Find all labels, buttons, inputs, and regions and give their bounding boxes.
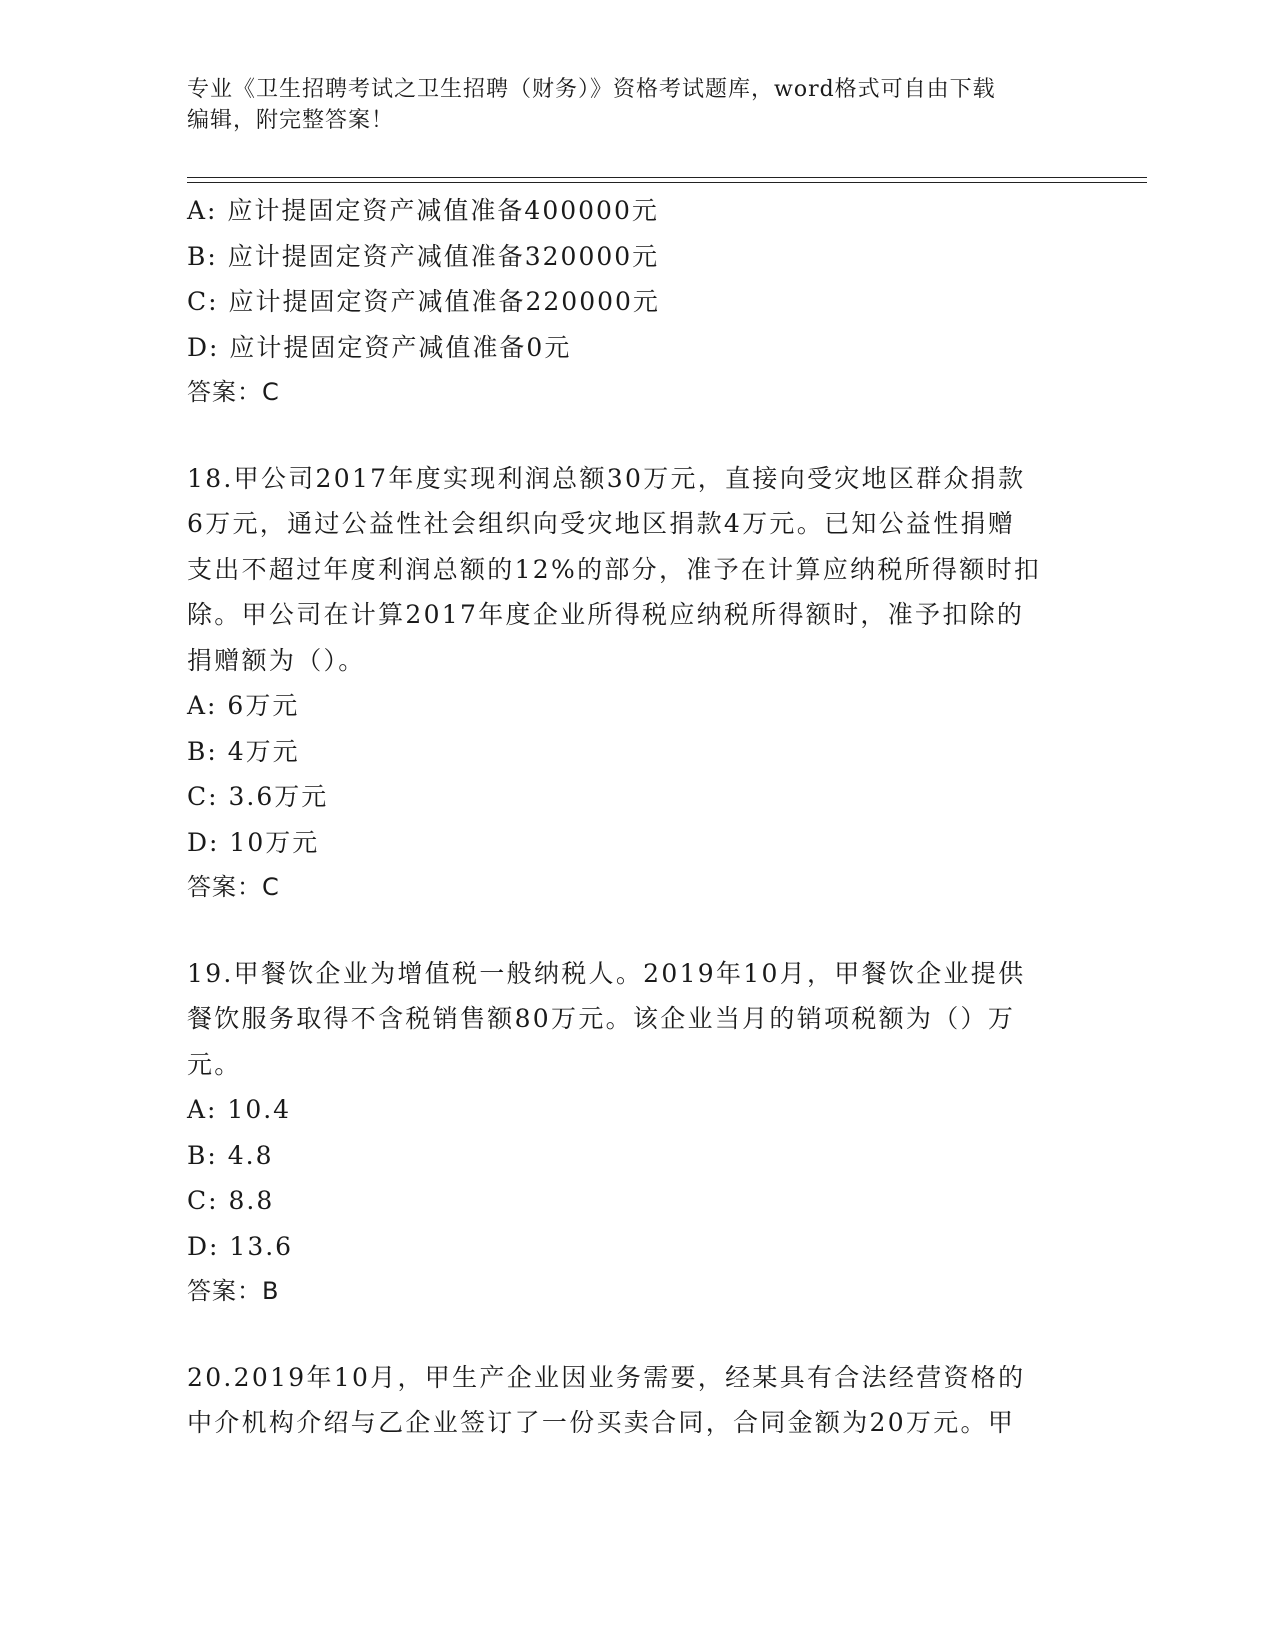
stem-line: 18.甲公司2017年度实现利润总额30万元，直接向受灾地区群众捐款 [187, 463, 1026, 493]
question-stem [187, 1355, 1087, 1446]
question-content [187, 188, 1087, 1446]
stem-line: 除。甲公司在计算2017年度企业所得税应纳税所得额时，准予扣除的 [187, 600, 1025, 629]
answer-line: 答案：C [187, 378, 280, 406]
question-stem [187, 951, 1087, 1088]
stem-line: 6万元，通过公益性社会组织向受灾地区捐款4万元。已知公益性捐赠 [187, 509, 1016, 538]
stem-line: 捐赠额为（）。 [187, 645, 366, 675]
question-18 [187, 456, 1087, 911]
stem-line: 支出不超过年度利润总额的12%的部分，准予在计算应纳税所得额时扣 [187, 554, 1042, 584]
option-b: B: 4万元 [187, 736, 300, 766]
question-19 [187, 951, 1087, 1315]
stem-line: 19.甲餐饮企业为增值税一般纳税人。2019年10月，甲餐饮企业提供 [187, 958, 1026, 988]
answer-line: 答案：B [187, 1277, 280, 1305]
question-spacer [187, 1315, 1087, 1355]
option-a: A: 应计提固定资产减值准备400000元 [187, 196, 659, 225]
option-d: D: 13.6 [187, 1231, 294, 1261]
header-divider-bottom [187, 182, 1147, 183]
option-b: B: 应计提固定资产减值准备320000元 [187, 241, 660, 271]
question-20 [187, 1355, 1087, 1446]
header-line-2: 编辑，附完整答案！ [187, 108, 395, 133]
stem-line: 20.2019年10月，甲生产企业因业务需要，经某具有合法经营资格的 [187, 1362, 1026, 1392]
option-d: D: 10万元 [187, 827, 320, 857]
question-spacer [187, 911, 1087, 951]
answer-line: 答案：C [187, 873, 280, 901]
header-divider-top [187, 177, 1147, 178]
option-d: D: 应计提固定资产减值准备0元 [187, 332, 572, 362]
stem-line: 中介机构介绍与乙企业签订了一份买卖合同，合同金额为20万元。甲 [187, 1408, 1016, 1437]
option-b: B: 4.8 [187, 1140, 274, 1170]
question-spacer [187, 416, 1087, 456]
stem-line: 餐饮服务取得不含税销售额80万元。该企业当月的销项税额为（）万 [187, 1004, 1016, 1033]
document-header [187, 74, 1067, 136]
stem-line: 元。 [187, 1049, 242, 1079]
option-a: A: 10.4 [187, 1095, 292, 1124]
option-c: C: 3.6万元 [187, 782, 329, 811]
question-17 [187, 188, 1087, 416]
question-stem [187, 456, 1087, 684]
option-c: C: 应计提固定资产减值准备220000元 [187, 287, 660, 316]
header-line-1: 专业《卫生招聘考试之卫生招聘（财务）》资格考试题库，word格式可自由下载 [187, 77, 996, 102]
option-a: A: 6万元 [187, 691, 300, 720]
option-c: C: 8.8 [187, 1186, 275, 1215]
